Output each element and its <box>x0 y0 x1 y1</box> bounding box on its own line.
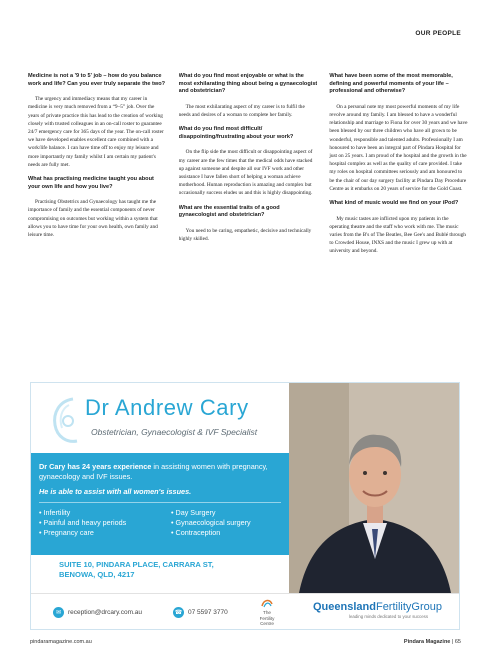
answer-paragraph: On the flip side the most difficult or disappointing aspect of my career are the few times that the medical odds have stacked up against someone and despite all our IVF work and other assistance I have fallen short of helping a woman achieve motherhood. Human reproduction is amazing and complex but occasionally success eludes us and this is highly disappointing. <box>178 149 313 197</box>
footer-website: pindaramagazine.com.au <box>30 639 92 645</box>
page-number: 65 <box>454 639 461 645</box>
fertility-logo-line: The <box>263 610 271 616</box>
experience-bold: Dr Cary has 24 years experience <box>39 462 152 471</box>
services-list-right <box>171 508 251 538</box>
footer-magazine-name: Pindara Magazine <box>403 639 451 645</box>
address-block <box>31 558 289 590</box>
service-item: • Day Surgery <box>171 508 251 518</box>
doctor-title: Obstetrician, Gynaecologist & IVF Specialist <box>91 427 258 437</box>
email-icon: ✉ <box>53 607 64 618</box>
portrait-illustration-icon <box>289 383 460 593</box>
answer-paragraph: On a personal note my most powerful moments of my life revolve around my family. I am blessed to have a wonderful relationship and marriage to Fiona for over 30 years and we have been blessed by our three children who have all grown to be wonderful, responsible and talented adults. Professionally I am honoured to have been an integral part of Pindara Hospital for just on 25 years. I am proud of the hospital and the growth in the hospital complex as well as the quality of care provided. I take my roles on hospital committees seriously and am honoured to be the chair of our day surgery facility at Pindara Day Procedure Centre as it embarks on 20 years of service for the Gold Coast. <box>329 103 468 192</box>
article-columns <box>28 73 468 358</box>
question-heading: What are the essential traits of a good gynaecologist and obstetrician? <box>178 204 280 219</box>
mother-baby-logo-icon <box>49 395 83 445</box>
footer-separator: | <box>451 639 454 645</box>
service-item: • Gynaecological surgery <box>171 518 251 528</box>
question-heading: Medicine is not a '9 to 5' job – how do you balance work and life? Can you ever truly separate the two? <box>28 73 166 87</box>
footer-publication <box>404 639 461 645</box>
question-heading: What has practising medicine taught you about your own life and how you live? <box>28 176 154 190</box>
answer-paragraph: You need to be caring, empathetic, decisive and technically highly skilled. <box>178 227 312 242</box>
services-list-left <box>39 508 126 538</box>
phone-text: 07 5597 3770 <box>188 609 228 616</box>
answer-paragraph: The most exhilarating aspect of my career is to fulfil the needs and desires of a woman to complete her family. <box>178 103 305 118</box>
experience-rest: in assisting women with pregnancy, gynaecology and IVF issues. <box>39 462 268 481</box>
fertility-logo-line: Fertility <box>259 615 275 621</box>
question-heading: What kind of music would we find on your iPod? <box>329 200 459 207</box>
phone-icon: ☎ <box>174 609 183 616</box>
address-line-2: BENOWA, QLD, 4217 <box>59 570 135 579</box>
advertisement-dr-cary <box>30 382 460 630</box>
address <box>59 560 214 580</box>
ad-footer <box>31 593 460 630</box>
info-band <box>31 453 289 555</box>
fertility-logo-line: Centre <box>260 621 274 627</box>
question-heading: What do you find most enjoyable or what is the most exhilarating thing about being a gynaecologist and obstetrician? <box>178 73 318 95</box>
doctor-name: Dr Andrew Cary <box>85 395 249 420</box>
doctor-photo <box>289 383 460 593</box>
fertility-swirl-icon <box>261 598 273 608</box>
service-item: • Painful and heavy periods <box>39 518 126 528</box>
group-name-rest: FertilityGroup <box>375 601 442 613</box>
answer-paragraph: Practising Obstetrics and Gynaecology has taught me the importance of family and the essential components of never compromising on outcomes but working within a system that allows you to have time for your own health, own family and leisure time. <box>28 199 158 239</box>
email-contact[interactable] <box>53 607 142 618</box>
fertility-centre-logo <box>247 598 287 628</box>
answer-paragraph: The urgency and immediacy means that my career in medicine is very much removed from a “9–5” job. Over the years of private practice this has lead to the creation of working closely with trusted colleagues in an on-call roster to guarantee 24/7 emergency care for 365 days of the year. The on-call roster we have developed enables excellent care combined with a work/life balance. I can have time off to enjoy my leisure and more importantly my family whilst I am certain my patient's needs are fully met. <box>28 96 164 168</box>
article-column-1 <box>28 73 167 358</box>
answer-paragraph: My music tastes are inflicted upon my patients in the operating theatre and the staff who work with me. The music varies from the B's of The Beatles, Bee Gee's and Bublé through to Crowded House, INXS and the music I grew up with at university and beyond. <box>329 215 466 255</box>
address-line-1: SUITE 10, PINDARA PLACE, CARRARA ST, <box>59 560 214 569</box>
service-item: • Infertility <box>39 508 126 518</box>
phone-contact[interactable] <box>173 607 228 618</box>
article-column-2 <box>179 73 318 358</box>
band-divider <box>39 502 281 503</box>
question-heading: What do you find most difficult/ disappointing/frustrating about your work? <box>178 126 294 140</box>
group-tagline: leading minds dedicated to your success <box>349 614 429 619</box>
group-name <box>313 601 453 613</box>
article-column-3 <box>329 73 468 358</box>
service-item: • Pregnancy care <box>39 528 126 538</box>
email-text: reception@drcary.com.au <box>68 609 143 616</box>
queensland-fertility-group-logo <box>313 601 453 619</box>
assist-text: He is able to assist with all women's issues. <box>39 487 192 496</box>
service-item: • Contraception <box>171 528 251 538</box>
group-name-bold: Queensland <box>313 601 376 613</box>
question-heading: What have been some of the most memorable, defining and powerful moments of your life – professional and otherwise? <box>329 73 453 95</box>
section-label: OUR PEOPLE <box>415 30 461 37</box>
experience-text <box>39 462 284 482</box>
